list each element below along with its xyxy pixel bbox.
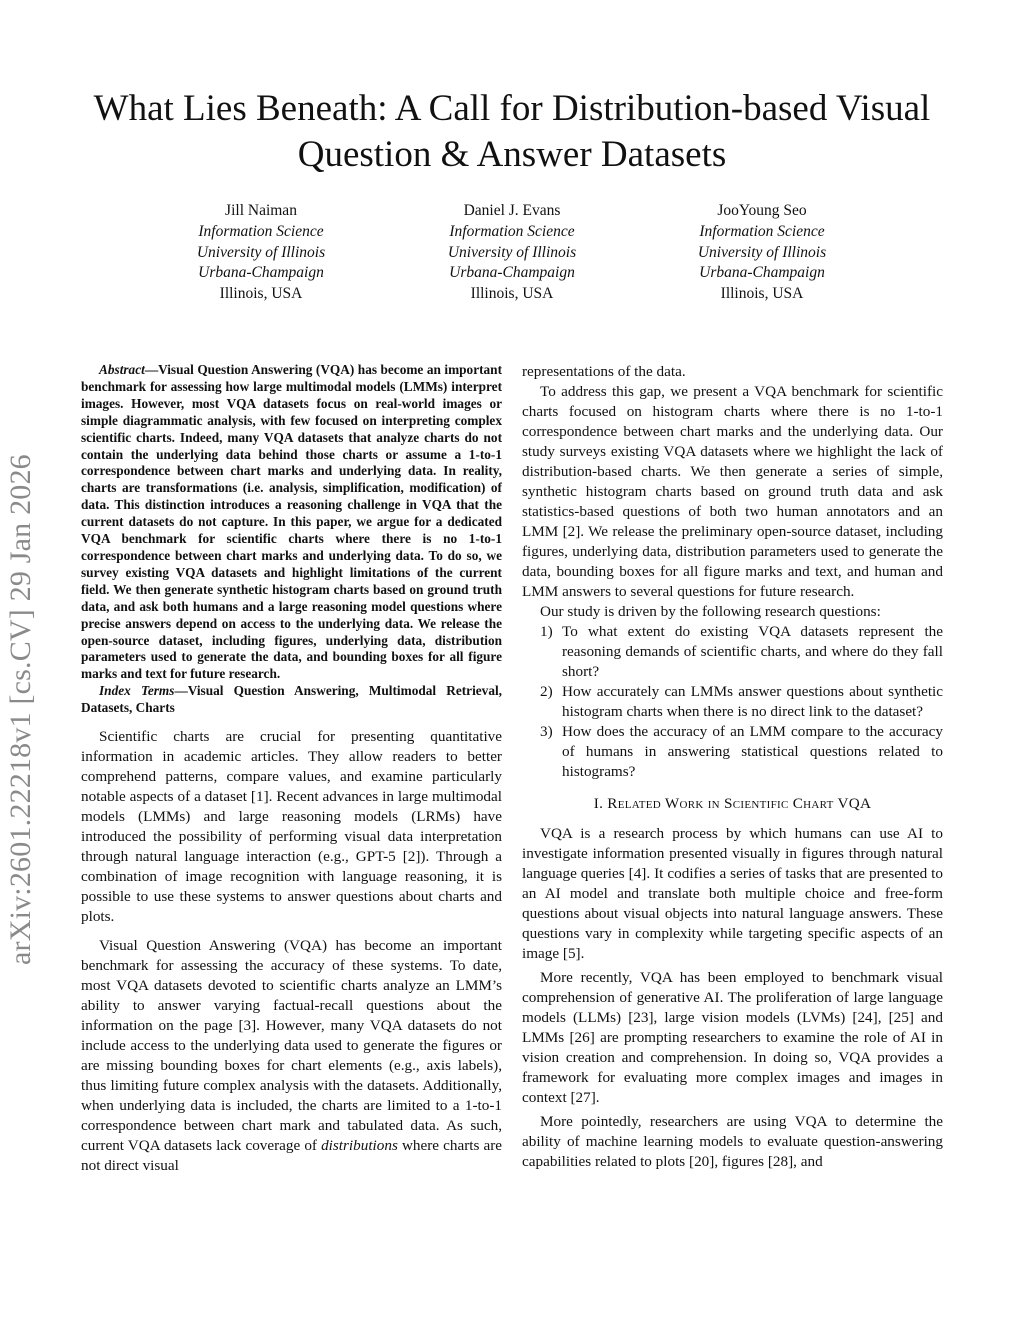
- left-column: [81, 362, 502, 1176]
- abstract: [81, 362, 502, 683]
- author-name: Jill Naiman: [225, 202, 297, 219]
- list-item: [522, 682, 943, 722]
- list-number: 1): [540, 623, 553, 640]
- list-item: [522, 622, 943, 682]
- intro-paragraph-4: Our study is driven by the following research questions:: [540, 603, 881, 620]
- intro-paragraph-2-tail: where charts are not direct visual: [81, 1137, 502, 1175]
- paper-title: What Lies Beneath: A Call for Distribution-based Visual Question & Answer Datasets: [93, 88, 931, 175]
- author-name: Daniel J. Evans: [463, 202, 561, 219]
- index-terms-label: Index Terms: [99, 683, 175, 699]
- author-location: Illinois, USA: [720, 285, 804, 303]
- right-column: [522, 362, 943, 1172]
- list-item: [522, 722, 943, 782]
- section-heading: I. Related Work in Scientific Chart VQA: [593, 795, 872, 812]
- continued-text: representations of the data.: [522, 363, 686, 380]
- author-campus: Urbana-Champaign: [699, 264, 825, 282]
- list-text: How does the accuracy of an LMM compare to the accuracy of humans in answering statistical questions related to histograms?: [562, 723, 943, 780]
- author-dept: Information Science: [699, 222, 825, 240]
- author-1: [136, 201, 386, 305]
- emphasis-distributions: distributions: [321, 1137, 398, 1155]
- index-terms: [81, 683, 502, 717]
- author-3: [637, 201, 887, 305]
- research-questions-list: [522, 622, 943, 782]
- arxiv-identifier: arXiv:2601.22218v1 [cs.CV] 29 Jan 2026: [4, 454, 37, 965]
- author-name: JooYoung Seo: [717, 202, 807, 219]
- author-campus: Urbana-Champaign: [449, 264, 575, 282]
- section-paragraph-3: More pointedly, researchers are using VQA to determine the ability of machine learning models to evaluate question-answering capabilities related to plots [20], figures [28], and: [522, 1113, 943, 1170]
- author-univ: University of Illinois: [697, 243, 827, 261]
- abstract-text: —Visual Question Answering (VQA) has become an important benchmark for assessing how large multimodal models (LMMs) interpret images. However, most VQA datasets focus on real-world images or simple diagrammatic analysis, with few focused on interpreting complex scientific charts. Indeed, many VQA datasets that analyze charts do not contain the underlying data behind those charts or assume a 1-to-1 correspondence between chart marks and underlying data. In reality, charts are transformations (i.e. analysis, simplification, modification) of data. This distinction introduces a reasoning challenge in VQA that the current datasets do not capture. In this paper, we argue for a dedicated VQA benchmark for scientific charts where there is no 1-to-1 correspondence between chart marks and underlying data. To do so, we survey existing VQA datasets and highlight limitations of the current field. We then generate synthetic histogram charts based on ground truth data, and ask both humans and a large reasoning model questions where precise answers depend on access to the underlying data. We release the open-source dataset, including figures, underlying data, distribution parameters used to generate the data, and bounding boxes for all figure marks and text for future research.: [81, 362, 502, 682]
- list-text: How accurately can LMMs answer questions about synthetic histogram charts when there is no direct link to the dataset?: [562, 683, 943, 720]
- intro-paragraph-1: Scientific charts are crucial for presenting quantitative information in academic articles. They allow readers to better comprehend patterns, compare values, and examine particularly notable aspects of a dataset [1]. Recent advances in large multimodal models (LMMs) and large reasoning models (LRMs) have introduced the possibility of performing visual data interpretation through natural language interaction (e.g., GPT-5 [2]). Through a combination of image recognition with language reasoning, it is possible to use these systems to answer questions about charts and plots.: [81, 728, 502, 926]
- author-univ: University of Illinois: [196, 243, 326, 261]
- author-dept: Information Science: [449, 222, 575, 240]
- index-terms-text: —Visual Question Answering, Multimodal Retrieval, Datasets, Charts: [81, 683, 502, 716]
- list-number: 2): [540, 683, 553, 700]
- list-number: 3): [540, 723, 553, 740]
- author-dept: Information Science: [198, 222, 324, 240]
- section-paragraph-2: More recently, VQA has been employed to benchmark visual comprehension of generative AI. The proliferation of large language models (LLMs) [23], large vision models (LVMs) [24], [25] and LMMs [26] are prompting researchers to examine the role of AI in vision creation and comprehension. In doing so, VQA provides a framework for evaluating more complex images and images in context [27].: [522, 969, 943, 1106]
- intro-paragraph-2-text: Visual Question Answering (VQA) has become an important benchmark for assessing the accuracy of these systems. To date, most VQA datasets devoted to scientific charts analyze an LMM’s ability to answer varying factual-recall questions about the information on the page [3]. However, many VQA datasets do not include access to the underlying data used to generate the figures or are missing bounding boxes for chart elements (e.g., axis labels), thus limiting future complex analysis with the datasets. Additionally, when underlying data is included, the charts are limited to a 1-to-1 correspondence between chart mark and tabulated data. As such, current VQA datasets lack coverage of: [81, 937, 502, 1155]
- author-location: Illinois, USA: [470, 285, 554, 303]
- author-2: [387, 201, 637, 305]
- list-text: To what extent do existing VQA datasets represent the reasoning demands of scientific charts, and where do they fall short?: [562, 623, 943, 680]
- abstract-label: Abstract: [99, 362, 145, 377]
- author-campus: Urbana-Champaign: [198, 264, 324, 282]
- author-univ: University of Illinois: [447, 243, 577, 261]
- intro-paragraph-3: To address this gap, we present a VQA benchmark for scientific charts focused on histogram charts where there is no 1-to-1 correspondence between chart marks and the underlying data. Our study surveys existing VQA datasets where we highlight the lack of distribution-based charts. We then generate a series of simple, synthetic histogram charts based on ground truth data and ask statistics-based questions of both two human annotators and an LMM [2]. We release the preliminary open-source dataset, including figures, underlying data, distribution parameters used to generate the data, bounding boxes for all figure marks and text, and human and LMM answers to several questions for future research.: [522, 383, 943, 600]
- intro-paragraph-2: [81, 936, 502, 1176]
- author-block: [0, 201, 1024, 311]
- section-paragraph-1: VQA is a research process by which humans can use AI to investigate information presented visually in figures through natural language queries [4]. It codifies a series of tasks that are presented to an AI model and translate both multiple choice and free-form questions about visual objects into natural language answers. These questions vary in complexity while targeting specific aspects of an image [5].: [522, 825, 943, 962]
- author-location: Illinois, USA: [219, 285, 303, 303]
